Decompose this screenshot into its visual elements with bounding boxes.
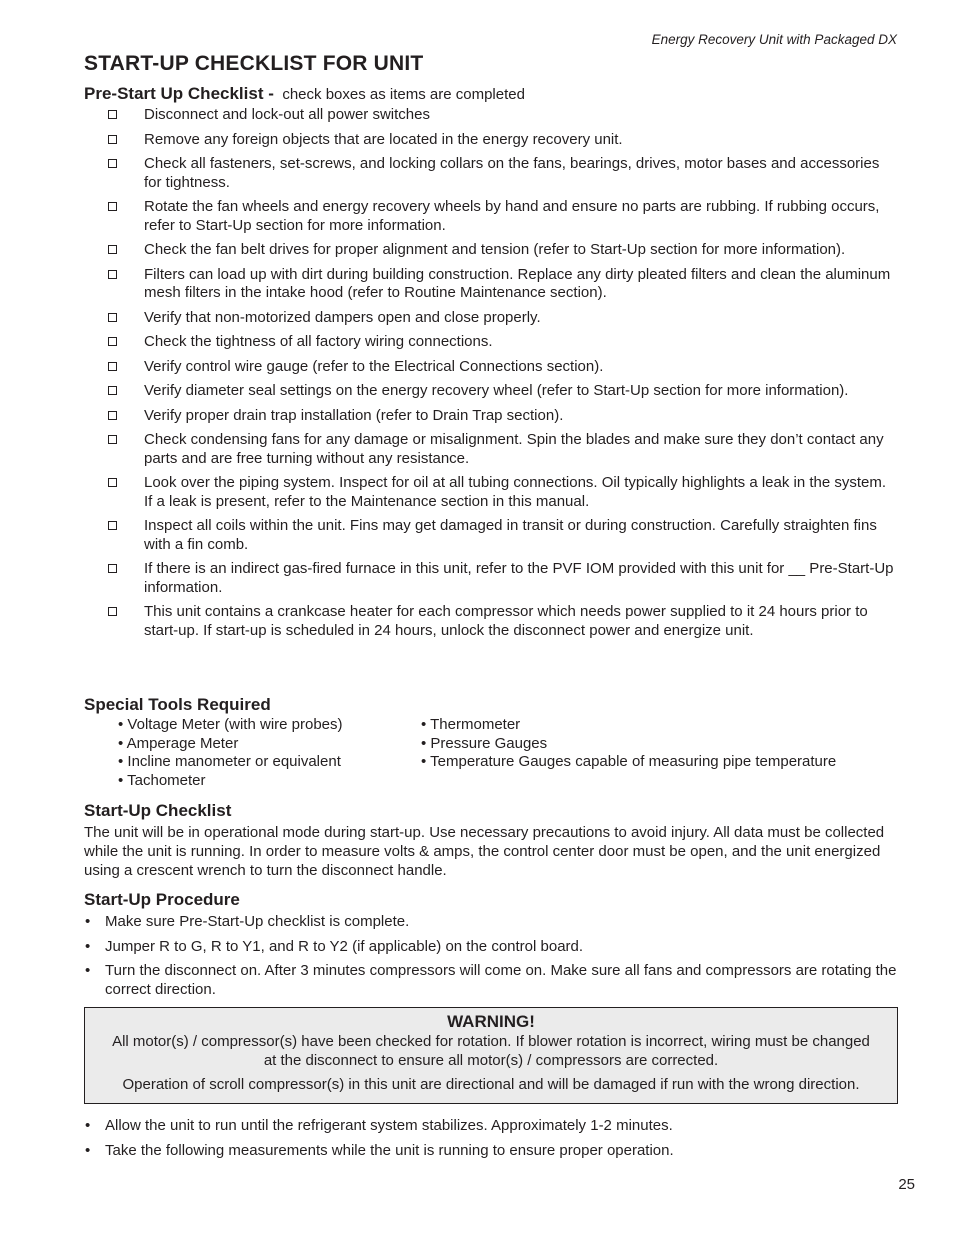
checklist-item-text: Disconnect and lock-out all power switches (144, 106, 430, 123)
checkbox[interactable] (108, 607, 117, 616)
checkbox[interactable] (108, 478, 117, 487)
document-header-title: Energy Recovery Unit with Packaged DX (651, 32, 897, 47)
checkbox[interactable] (108, 135, 117, 144)
checklist-item-text: Rotate the fan wheels and energy recovery wheels by hand and ensure no parts are rubbing. If rubbing occurs, refer to Start-Up section for more information. (144, 198, 880, 234)
checklist-item (108, 266, 898, 303)
checklist-item-text: This unit contains a crankcase heater for each compressor which needs power supplied to it 24 hours prior to start-up. If start-up is scheduled in 24 hours, unlock the disconnect power and energize unit. (144, 603, 868, 639)
special-tools-heading: Special Tools Required (84, 695, 271, 714)
checklist-item-text: Filters can load up with dirt during building construction. Replace any dirty pleated filters and clean the aluminum mesh filters in the intake hood (refer to Routine Maintenance section). (144, 265, 891, 301)
checkbox[interactable] (108, 362, 117, 371)
checklist-item-text: Check all fasteners, set-screws, and locking collars on the fans, bearings, drives, motor bases and accessories for tightness. (144, 155, 880, 191)
pre-start-heading-row (84, 84, 525, 104)
checklist-item (108, 333, 898, 352)
startup-checklist-text: The unit will be in operational mode during start-up. Use necessary precautions to avoid injury. All data must be collected while the unit is running. In order to measure volts & amps, the control center door must be open, and the unit energized using a crescent wrench to turn the disconnect handle. (84, 824, 885, 879)
checklist-item (108, 155, 898, 192)
checklist-item (108, 382, 898, 401)
checklist-item-text: Verify control wire gauge (refer to the Electrical Connections section). (144, 357, 604, 375)
checkbox[interactable] (108, 411, 117, 420)
startup-procedure-heading: Start-Up Procedure (84, 890, 240, 909)
tools-column-1 (118, 716, 343, 790)
tool-item: • Thermometer (421, 716, 521, 733)
warning-text-1: All motor(s) / compressor(s) have been checked for rotation. If blower rotation is incorrect, wiring must be changed at the disconnect to ensure all motor(s) / compressors are corrected. (112, 1033, 870, 1069)
checklist-item-text: Check the fan belt drives for proper alignment and tension (refer to Start-Up section for more information). (144, 241, 846, 258)
warning-text-2: Operation of scroll compressor(s) in this unit are directional and will be damaged if run with the wrong direction. (122, 1076, 860, 1093)
checkbox[interactable] (108, 435, 117, 444)
procedure-step: • Turn the disconnect on. After 3 minutes compressors will come on. Make sure all fans and compressors are rotating the correct direction. (84, 961, 900, 999)
checklist-item-text: Check the tightness of all factory wiring connections. (144, 333, 493, 350)
checklist-item (108, 198, 898, 235)
checklist-item (108, 474, 898, 511)
checklist-item-text: Look over the piping system. Inspect for oil at all tubing connections. Oil typically highlights a leak in the system. If a leak is present, refer to the Maintenance section in this manual. (144, 474, 887, 510)
tool-item: • Pressure Gauges (421, 734, 548, 752)
checkbox[interactable] (108, 245, 117, 254)
startup-procedure-list-continued (84, 1116, 900, 1165)
warning-box (84, 1007, 898, 1104)
tools-column-2 (421, 716, 836, 772)
pre-start-subheading: check boxes as items are completed (282, 86, 525, 103)
checklist-item-text: Verify that non-motorized dampers open and close properly. (144, 308, 541, 326)
pre-start-checklist (108, 106, 898, 646)
procedure-step: • Jumper R to G, R to Y1, and R to Y2 (if applicable) on the control board. (84, 937, 900, 956)
procedure-step: • Take the following measurements while the unit is running to ensure proper operation. (84, 1141, 900, 1160)
checklist-item-text: If there is an indirect gas-fired furnace in this unit, refer to the PVF IOM provided with this unit for __ Pre-Start-Up information. (144, 560, 894, 596)
checklist-item-text: Verify diameter seal settings on the energy recovery wheel (refer to Start-Up section for more information). (144, 382, 849, 399)
checklist-item (108, 560, 898, 597)
startup-procedure-list (84, 912, 900, 1005)
procedure-step: • Make sure Pre-Start-Up checklist is complete. (84, 912, 900, 931)
checklist-item (108, 106, 898, 125)
checklist-item (108, 517, 898, 554)
checklist-item-text: Check condensing fans for any damage or misalignment. Spin the blades and make sure they don’t contact any parts and are free turning without any resistance. (144, 431, 884, 467)
checklist-item-text: Verify proper drain trap installation (refer to Drain Trap section). (144, 406, 564, 424)
checklist-item (108, 431, 898, 468)
checkbox[interactable] (108, 564, 117, 573)
checkbox[interactable] (108, 337, 117, 346)
checkbox[interactable] (108, 521, 117, 530)
checklist-item (108, 603, 898, 640)
tool-item: • Amperage Meter (118, 734, 239, 752)
tool-item: • Tachometer (118, 771, 206, 789)
checkbox[interactable] (108, 202, 117, 211)
checkbox[interactable] (108, 386, 117, 395)
tool-item: • Voltage Meter (with wire probes) (118, 716, 343, 733)
checkbox[interactable] (108, 270, 117, 279)
procedure-step: • Allow the unit to run until the refrigerant system stabilizes. Approximately 1-2 minutes. (84, 1116, 900, 1135)
checklist-item (108, 407, 898, 426)
warning-title: WARNING! (447, 1012, 535, 1031)
checkbox[interactable] (108, 110, 117, 119)
checklist-item (108, 309, 898, 328)
checkbox[interactable] (108, 313, 117, 322)
startup-checklist-heading: Start-Up Checklist (84, 801, 232, 820)
checklist-item (108, 358, 898, 377)
page-title: START-UP CHECKLIST FOR UNIT (84, 52, 424, 75)
checklist-item-text: Remove any foreign objects that are located in the energy recovery unit. (144, 130, 623, 148)
tool-item: • Incline manometer or equivalent (118, 753, 341, 770)
checkbox[interactable] (108, 159, 117, 168)
tool-item: • Temperature Gauges capable of measuring pipe temperature (421, 753, 837, 770)
pre-start-heading: Pre-Start Up Checklist - (84, 84, 274, 103)
checklist-item-text: Inspect all coils within the unit. Fins may get damaged in transit or during construction. Carefully straighten fins with a fin comb. (144, 517, 877, 553)
checklist-item (108, 131, 898, 150)
page-number: 25 (898, 1176, 915, 1193)
checklist-item (108, 241, 898, 260)
